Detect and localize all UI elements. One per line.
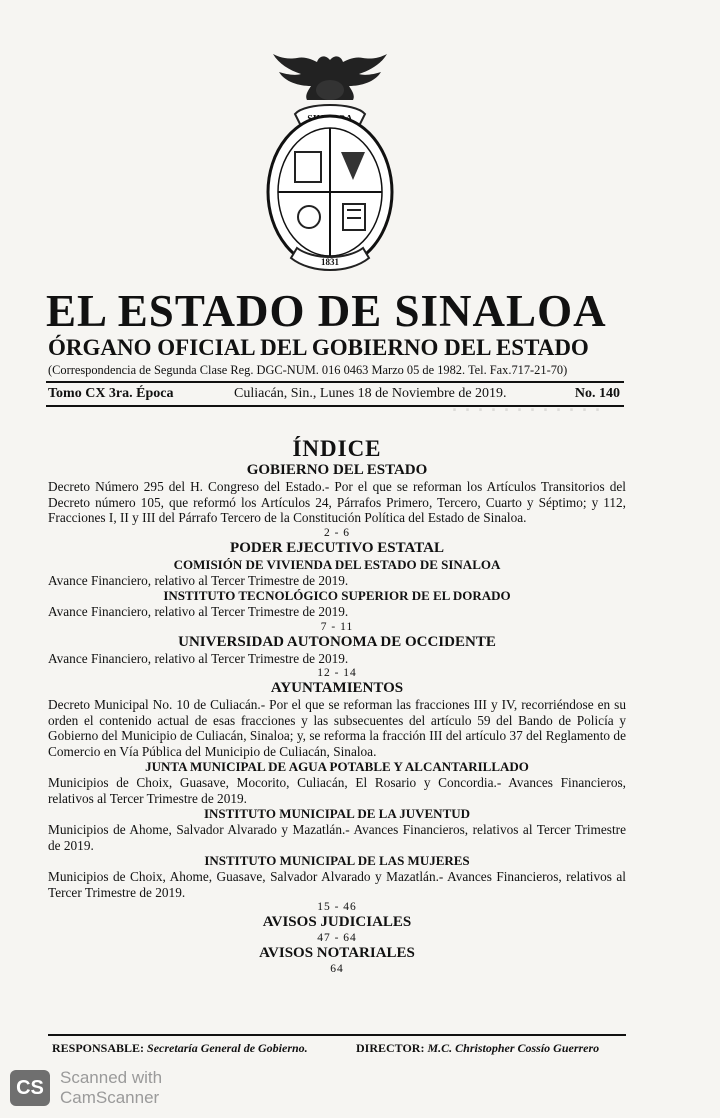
watermark-line-1: Scanned with: [60, 1068, 163, 1087]
publication-subtitle: ÓRGANO OFICIAL DEL GOBIERNO DEL ESTADO: [48, 335, 589, 360]
bleed-through-text: · · · · · · · · · · · ·: [450, 400, 600, 420]
responsable-label: RESPONSABLE:: [52, 1041, 145, 1055]
publication-title: EL ESTADO DE SINALOA: [46, 286, 607, 336]
entry-text: Avance Financiero, relativo al Tercer Trimestre de 2019.: [48, 604, 349, 619]
subsection-heading: INSTITUTO TECNOLÓGICO SUPERIOR DE EL DORADO: [163, 588, 511, 603]
section-heading: UNIVERSIDAD AUTONOMA DE OCCIDENTE: [178, 633, 496, 650]
issue-number: No. 140: [574, 386, 620, 401]
subsection-heading: COMISIÓN DE VIVIENDA DEL ESTADO DE SINALOA: [173, 556, 501, 572]
correspondence-line: (Correspondencia de Segunda Clase Reg. DGC-NUM. 016 0463 Marzo 05 de 1982. Tel. Fax.717-21-70): [48, 363, 568, 377]
director-value: M.C. Christopher Cossío Guerrero: [427, 1041, 600, 1055]
entry-text: Decreto Municipal No. 10 de Culiacán.- Por el que se reforman las fracciones III y IV, recorriéndose en su orden el contenido actual de esas fracciones y las subsecuentes del artículo 59 del Bando de Policía y Gobierno del Municipio de Culiacán, Sinaloa; y, se reforma la fracción III del artículo 37 del Reglamento de Comercio en Vía Pública del Municipio de Culiacán, Sinaloa.: [48, 697, 626, 759]
entry-text: Avance Financiero, relativo al Tercer Trimestre de 2019.: [48, 650, 349, 666]
entry-text: Municipios de Ahome, Salvador Alvarado y Mazatlán.- Avances Financieros, relativos al Tercer Trimestre de 2019.: [48, 822, 626, 853]
header-rule-top: [46, 381, 624, 383]
entry-text: Avance Financiero, relativo al Tercer Trimestre de 2019.: [48, 572, 349, 588]
section-heading: AVISOS JUDICIALES: [262, 914, 412, 930]
entry-text: Decreto Número 295 del H. Congreso del Estado.- Por el que se reforman los Artículos Transitorios del Decreto número 105, que reformó los Artículos 24, Párrafos Primero, Tercero, Cuarto y Séptimo; y 112, Fracciones I, II y III del Párrafo Tercero de la Constitución Política del Estado de Sinaloa.: [48, 479, 626, 525]
coat-of-arms-icon: [255, 52, 405, 284]
page-range: 15 - 46: [317, 901, 357, 913]
header-rule-bottom: [46, 405, 624, 407]
crest-year: 1831: [321, 257, 339, 267]
entry-text: Municipios de Choix, Ahome, Guasave, Salvador Alvarado y Mazatlán.- Avances Financieros, relativos al Tercer Trimestre de 2019.: [48, 869, 626, 900]
footer: [52, 1040, 626, 1056]
page-range: 12 - 14: [317, 667, 357, 679]
subsection-heading: JUNTA MUNICIPAL DE AGUA POTABLE Y ALCANTARILLADO: [145, 759, 529, 774]
index-title: ÍNDICE: [292, 436, 382, 461]
volume-label: Tomo CX 3ra. Época: [48, 386, 174, 401]
subsection-heading: INSTITUTO MUNICIPAL DE LAS MUJERES: [204, 853, 470, 868]
section-heading: AVISOS NOTARIALES: [259, 945, 415, 961]
camscanner-watermark: [10, 1066, 210, 1110]
director-block: [356, 1040, 599, 1056]
issue-date: Culiacán, Sin., Lunes 18 de Noviembre de 2019.: [234, 386, 507, 401]
page-range: 64: [330, 963, 344, 975]
section-heading: PODER EJECUTIVO ESTATAL: [230, 539, 444, 556]
page-range: 47 - 64: [317, 932, 357, 944]
page-range: 2 - 6: [323, 526, 351, 539]
camscanner-text: [60, 1068, 162, 1108]
footer-rule: [48, 1034, 626, 1036]
page-range: 7 - 11: [320, 620, 354, 633]
entry-text: Municipios de Choix, Guasave, Mocorito, Culiacán, El Rosario y Concordia.- Avances Financieros, relativos al Tercer Trimestre de 2019.: [48, 775, 626, 806]
section-heading: AYUNTAMIENTOS: [270, 680, 404, 696]
responsable-value: Secretaría General de Gobierno.: [147, 1041, 308, 1055]
subsection-heading: INSTITUTO MUNICIPAL DE LA JUVENTUD: [203, 806, 471, 821]
section-heading: GOBIERNO DEL ESTADO: [246, 462, 428, 478]
director-label: DIRECTOR:: [356, 1041, 425, 1055]
issue-info-bar: [48, 384, 622, 404]
watermark-line-2: CamScanner: [60, 1088, 160, 1107]
index-content: [48, 436, 626, 976]
camscanner-logo-icon: CS: [10, 1070, 50, 1106]
